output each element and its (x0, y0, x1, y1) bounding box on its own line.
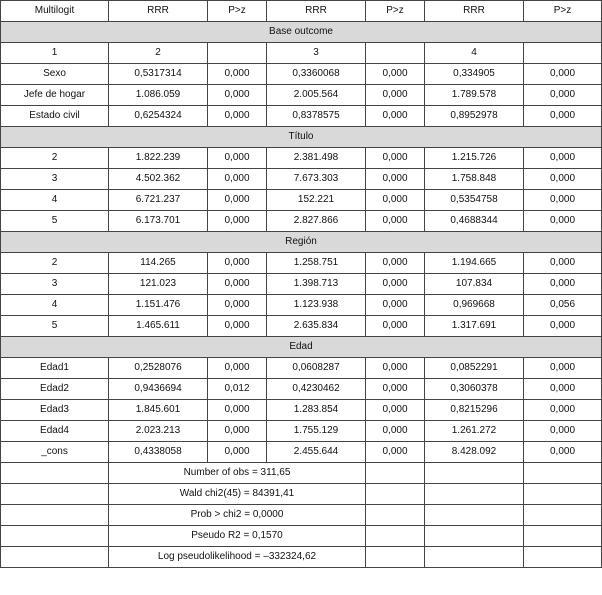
table-cell: 0,000 (366, 211, 425, 232)
base-outcome-row (1, 43, 602, 64)
table-cell: 0,8952978 (425, 106, 524, 127)
row-label: Jefe de hogar (1, 85, 109, 106)
table-cell: 0,000 (366, 253, 425, 274)
table-cell: 8.428.092 (425, 442, 524, 463)
table-row (1, 148, 602, 169)
table-row (1, 64, 602, 85)
table-cell: 0,000 (208, 400, 267, 421)
table-cell: 0,0608287 (267, 358, 366, 379)
header-cell: P>z (208, 1, 267, 22)
table-cell: 0,000 (366, 316, 425, 337)
table-cell: 0,012 (208, 379, 267, 400)
blank-cell (1, 547, 109, 568)
blank-cell (366, 505, 425, 526)
row-label: Estado civil (1, 106, 109, 127)
table-cell: 0,000 (366, 274, 425, 295)
row-label: 3 (1, 169, 109, 190)
table-cell: 0,4338058 (109, 442, 208, 463)
table-cell: 2.827.866 (267, 211, 366, 232)
table-cell: 1.758.848 (425, 169, 524, 190)
table-cell: 2.455.644 (267, 442, 366, 463)
header-cell: P>z (524, 1, 602, 22)
table-cell (366, 43, 425, 64)
row-label: Edad4 (1, 421, 109, 442)
table-row (1, 274, 602, 295)
table-row (1, 211, 602, 232)
table-body (1, 1, 602, 568)
section-title: Base outcome (1, 22, 602, 43)
section-title: Edad (1, 337, 602, 358)
table-row (1, 295, 602, 316)
blank-cell (366, 484, 425, 505)
table-cell: 0,000 (524, 148, 602, 169)
table-cell: 0,000 (524, 316, 602, 337)
table-cell: 0,3360068 (267, 64, 366, 85)
table-cell: 1.258.751 (267, 253, 366, 274)
blank-cell (524, 463, 602, 484)
table-cell: 0,000 (366, 400, 425, 421)
table-row (1, 253, 602, 274)
table-cell: 1.755.129 (267, 421, 366, 442)
blank-cell (425, 505, 524, 526)
blank-cell (1, 505, 109, 526)
table-cell: 121.023 (109, 274, 208, 295)
blank-cell (425, 463, 524, 484)
row-label: Edad1 (1, 358, 109, 379)
table-cell: 107.834 (425, 274, 524, 295)
table-cell: 2.023.213 (109, 421, 208, 442)
header-cell: RRR (425, 1, 524, 22)
table-cell: 0,000 (208, 295, 267, 316)
table-cell: 1.194.665 (425, 253, 524, 274)
table-cell: 0,000 (524, 274, 602, 295)
table-cell: 0,000 (524, 421, 602, 442)
table-cell: 0,969668 (425, 295, 524, 316)
table-cell: 152.221 (267, 190, 366, 211)
table-cell: 0,8378575 (267, 106, 366, 127)
table-cell: 2.635.834 (267, 316, 366, 337)
table-cell: 0,000 (366, 169, 425, 190)
table-cell: 0,000 (208, 64, 267, 85)
table-cell: 0,000 (524, 190, 602, 211)
table-cell: 0,5317314 (109, 64, 208, 85)
table-cell: 0,9436694 (109, 379, 208, 400)
table-cell: 1.123.938 (267, 295, 366, 316)
table-cell: 0,0852291 (425, 358, 524, 379)
table-cell: 0,056 (524, 295, 602, 316)
section-title: Región (1, 232, 602, 253)
table-cell: 0,000 (524, 379, 602, 400)
blank-cell (524, 547, 602, 568)
stat-label: Pseudo R2 = 0,1570 (109, 526, 366, 547)
table-row (1, 442, 602, 463)
table-cell: 7.673.303 (267, 169, 366, 190)
stat-label: Prob > chi2 = 0,0000 (109, 505, 366, 526)
row-label: 4 (1, 295, 109, 316)
table-cell: 3 (267, 43, 366, 64)
row-label: 2 (1, 253, 109, 274)
row-label: _cons (1, 442, 109, 463)
table-cell: 0,000 (366, 148, 425, 169)
table-cell: 1.317.691 (425, 316, 524, 337)
stat-label: Number of obs = 311,65 (109, 463, 366, 484)
table-cell: 0,000 (524, 106, 602, 127)
row-label: 5 (1, 211, 109, 232)
table-row (1, 106, 602, 127)
table-cell: 0,000 (366, 85, 425, 106)
table-cell: 1.398.713 (267, 274, 366, 295)
stat-row (1, 547, 602, 568)
blank-cell (366, 547, 425, 568)
table-cell: 0,000 (366, 421, 425, 442)
table-cell: 1.283.854 (267, 400, 366, 421)
table-cell: 0,000 (208, 190, 267, 211)
table-cell: 0,000 (366, 106, 425, 127)
row-label: 3 (1, 274, 109, 295)
table-cell: 1.261.272 (425, 421, 524, 442)
blank-cell (425, 547, 524, 568)
table-cell: 0,000 (208, 169, 267, 190)
row-label: 2 (1, 148, 109, 169)
table-cell: 1.086.059 (109, 85, 208, 106)
table-cell: 1.465.611 (109, 316, 208, 337)
table-cell: 0,000 (208, 358, 267, 379)
row-label: Edad3 (1, 400, 109, 421)
section-row (1, 232, 602, 253)
table-cell: 0,000 (208, 421, 267, 442)
blank-cell (1, 484, 109, 505)
table-cell: 2.381.498 (267, 148, 366, 169)
stat-row (1, 484, 602, 505)
table-cell: 1.789.578 (425, 85, 524, 106)
row-label: 4 (1, 190, 109, 211)
table-row (1, 379, 602, 400)
table-cell (208, 43, 267, 64)
table-row (1, 358, 602, 379)
table-cell: 0,000 (208, 316, 267, 337)
table-cell: 0,000 (524, 358, 602, 379)
section-title: Título (1, 127, 602, 148)
table-cell: 0,000 (366, 64, 425, 85)
table-cell: 0,3060378 (425, 379, 524, 400)
blank-cell (524, 526, 602, 547)
table-cell: 0,000 (208, 274, 267, 295)
stat-row (1, 526, 602, 547)
table-cell: 6.173.701 (109, 211, 208, 232)
row-label: Edad2 (1, 379, 109, 400)
table-cell: 1.822.239 (109, 148, 208, 169)
header-cell: P>z (366, 1, 425, 22)
table-cell: 2 (109, 43, 208, 64)
table-cell: 0,000 (208, 211, 267, 232)
table-cell: 0,000 (524, 211, 602, 232)
table-cell: 0,000 (366, 295, 425, 316)
section-row (1, 22, 602, 43)
blank-cell (1, 526, 109, 547)
table-cell: 1.151.476 (109, 295, 208, 316)
table-cell: 0,4230462 (267, 379, 366, 400)
table-cell: 0,2528076 (109, 358, 208, 379)
table-cell: 0,000 (524, 442, 602, 463)
blank-cell (425, 484, 524, 505)
table-cell: 0,5354758 (425, 190, 524, 211)
table-cell: 114.265 (109, 253, 208, 274)
table-cell: 4.502.362 (109, 169, 208, 190)
table-cell: 0,000 (208, 106, 267, 127)
table-cell: 6.721.237 (109, 190, 208, 211)
stat-row (1, 505, 602, 526)
section-row (1, 337, 602, 358)
table-row (1, 169, 602, 190)
blank-cell (524, 505, 602, 526)
table-cell: 0,334905 (425, 64, 524, 85)
header-row (1, 1, 602, 22)
stat-label: Log pseudolikelihood = –332324,62 (109, 547, 366, 568)
blank-cell (425, 526, 524, 547)
blank-cell (1, 463, 109, 484)
table-cell: 2.005.564 (267, 85, 366, 106)
table-cell: 0,000 (524, 169, 602, 190)
table-cell: 0,000 (208, 442, 267, 463)
section-row (1, 127, 602, 148)
header-cell: RRR (267, 1, 366, 22)
table-row (1, 400, 602, 421)
table-cell: 0,000 (208, 148, 267, 169)
table-cell: 0,000 (208, 253, 267, 274)
blank-cell (366, 526, 425, 547)
table-cell: 0,8215296 (425, 400, 524, 421)
stat-label: Wald chi2(45) = 84391,41 (109, 484, 366, 505)
header-cell: RRR (109, 1, 208, 22)
table-row (1, 85, 602, 106)
table-cell: 0,000 (366, 379, 425, 400)
stat-row (1, 463, 602, 484)
table-cell: 1 (1, 43, 109, 64)
table-row (1, 190, 602, 211)
table-cell: 0,4688344 (425, 211, 524, 232)
table-cell: 1.845.601 (109, 400, 208, 421)
table-cell: 0,000 (366, 442, 425, 463)
table-cell: 0,000 (524, 64, 602, 85)
table-cell: 0,000 (524, 253, 602, 274)
row-label: Sexo (1, 64, 109, 85)
table-row (1, 316, 602, 337)
blank-cell (524, 484, 602, 505)
table-cell: 0,000 (208, 85, 267, 106)
table-cell (524, 43, 602, 64)
header-cell: Multilogit (1, 1, 109, 22)
table-cell: 0,000 (366, 190, 425, 211)
blank-cell (366, 463, 425, 484)
row-label: 5 (1, 316, 109, 337)
table-cell: 4 (425, 43, 524, 64)
table-cell: 0,6254324 (109, 106, 208, 127)
table-cell: 0,000 (524, 85, 602, 106)
table-cell: 1.215.726 (425, 148, 524, 169)
table-row (1, 421, 602, 442)
table-cell: 0,000 (524, 400, 602, 421)
table-cell: 0,000 (366, 358, 425, 379)
